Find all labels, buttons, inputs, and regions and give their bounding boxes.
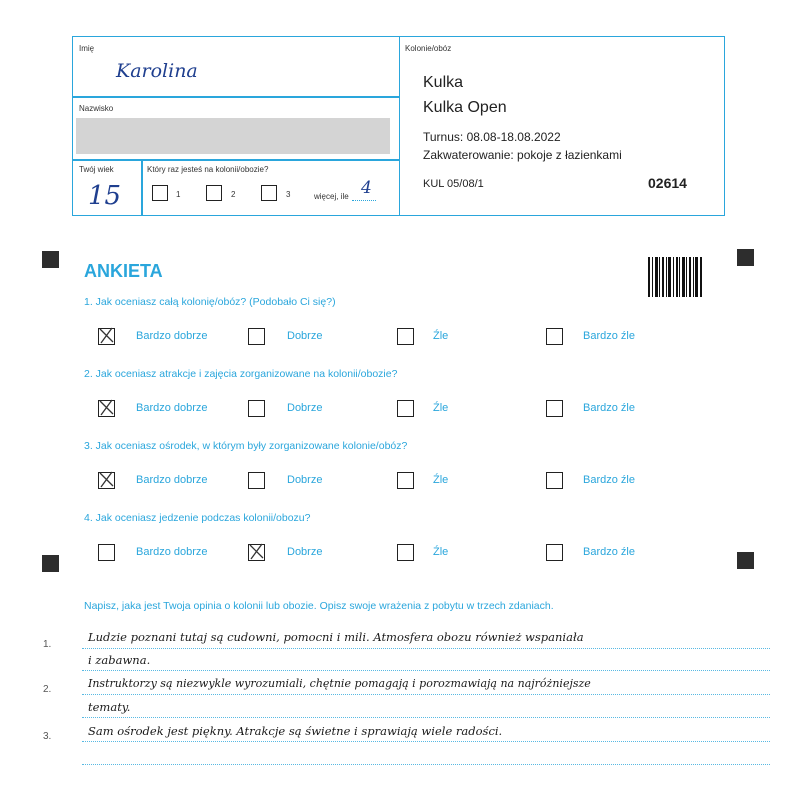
question-4-checkbox-1[interactable]: [98, 544, 115, 561]
visit-more-label: więcej, ile: [314, 192, 349, 201]
visit-option-3: 3: [286, 190, 291, 199]
last-name-redacted: [76, 118, 390, 154]
opinion-prompt: Napisz, jaka jest Twoja opinia o kolonii lub obozie. Opisz swoje wrażenia z pobytu w trzech zdaniach.: [84, 600, 554, 612]
visit-more-value[interactable]: 4: [361, 178, 372, 198]
question-2-option-1-label: Bardzo dobrze: [136, 402, 208, 414]
question-3-text: 3. Jak oceniasz ośrodek, w którym były zorganizowane kolonie/obóz?: [84, 440, 408, 452]
question-2-option-2-label: Dobrze: [287, 402, 323, 414]
question-4-option-2-label: Dobrze: [287, 546, 323, 558]
check-x-icon: [97, 326, 117, 346]
registration-mark-top-right: [737, 249, 754, 266]
question-3-option-3-label: Źle: [433, 474, 449, 486]
question-4-option-4-label: Bardzo źle: [583, 546, 635, 558]
question-4-option-3-label: Źle: [433, 546, 449, 558]
barcode: [648, 257, 702, 297]
opinion-line-6: [82, 764, 770, 765]
question-3-option-1-label: Bardzo dobrze: [136, 474, 208, 486]
question-2-checkbox-2[interactable]: [248, 400, 265, 417]
line-number-1: 1.: [43, 639, 52, 650]
question-3-checkbox-3[interactable]: [397, 472, 414, 489]
opinion-line-4: [82, 717, 770, 718]
opinion-text-5[interactable]: Sam ośrodek jest piękny. Atrakcje są świetne i sprawiają wiele radości.: [88, 724, 503, 738]
visit-more-line: [352, 200, 376, 201]
question-3-checkbox-1[interactable]: [98, 472, 115, 489]
question-1-checkbox-3[interactable]: [397, 328, 414, 345]
question-3-checkbox-4[interactable]: [546, 472, 563, 489]
question-4-option-1-label: Bardzo dobrze: [136, 546, 208, 558]
question-2-option-4-label: Bardzo źle: [583, 402, 635, 414]
question-3-option-2-label: Dobrze: [287, 474, 323, 486]
opinion-text-2[interactable]: i zabawna.: [88, 653, 151, 667]
question-1-checkbox-2[interactable]: [248, 328, 265, 345]
form-number: 02614: [648, 175, 687, 191]
visit-checkbox-1[interactable]: [152, 185, 168, 201]
camp-label: Kolonie/obóz: [405, 44, 452, 53]
question-2-checkbox-3[interactable]: [397, 400, 414, 417]
opinion-line-3: [82, 694, 770, 695]
line-number-2: 2.: [43, 684, 52, 695]
age-value[interactable]: 15: [88, 181, 122, 211]
question-1-checkbox-4[interactable]: [546, 328, 563, 345]
turnus: Turnus: 08.08-18.08.2022: [423, 130, 561, 144]
registration-mark-bottom-right: [737, 552, 754, 569]
header-divider-3: [141, 159, 143, 215]
question-1-option-1-label: Bardzo dobrze: [136, 330, 208, 342]
opinion-text-3[interactable]: Instruktorzy są niezwykle wyrozumiali, chętnie pomagają i porozmawiają na najróżniejsze: [88, 677, 591, 690]
visit-option-1: 1: [176, 190, 181, 199]
last-name-label: Nazwisko: [79, 104, 114, 113]
opinion-line-1: [82, 648, 770, 649]
camp-name: Kulka: [423, 74, 464, 91]
line-number-3: 3.: [43, 731, 52, 742]
question-1-option-2-label: Dobrze: [287, 330, 323, 342]
check-x-icon: [97, 470, 117, 490]
first-name-value[interactable]: Karolina: [116, 60, 198, 82]
visit-checkbox-3[interactable]: [261, 185, 277, 201]
survey-title: ANKIETA: [84, 261, 163, 281]
check-x-icon: [247, 542, 267, 562]
camp-code: KUL 05/08/1: [423, 178, 484, 190]
question-4-checkbox-2[interactable]: [248, 544, 265, 561]
header-divider-2: [72, 159, 399, 161]
opinion-line-2: [82, 670, 770, 671]
camp-program: Kulka Open: [423, 99, 507, 116]
header-divider-1: [72, 96, 399, 98]
visit-label: Który raz jesteś na kolonii/obozie?: [147, 165, 269, 174]
age-label: Twój wiek: [79, 165, 114, 174]
question-1-text: 1. Jak oceniasz całą kolonię/obóz? (Podobało Ci się?): [84, 296, 336, 308]
opinion-text-4[interactable]: tematy.: [88, 700, 131, 714]
question-1-option-3-label: Źle: [433, 330, 449, 342]
accommodation: Zakwaterowanie: pokoje z łazienkami: [423, 148, 622, 162]
question-2-option-3-label: Źle: [433, 402, 449, 414]
opinion-text-1[interactable]: Ludzie poznani tutaj są cudowni, pomocni i mili. Atmosfera obozu również wspaniała: [88, 630, 584, 644]
question-2-checkbox-1[interactable]: [98, 400, 115, 417]
question-3-checkbox-2[interactable]: [248, 472, 265, 489]
question-1-option-4-label: Bardzo źle: [583, 330, 635, 342]
visit-checkbox-2[interactable]: [206, 185, 222, 201]
registration-mark-bottom-left: [42, 555, 59, 572]
registration-mark-top-left: [42, 251, 59, 268]
first-name-label: Imię: [79, 44, 95, 53]
opinion-line-5: [82, 741, 770, 742]
check-x-icon: [97, 398, 117, 418]
question-4-checkbox-4[interactable]: [546, 544, 563, 561]
question-4-checkbox-3[interactable]: [397, 544, 414, 561]
question-4-text: 4. Jak oceniasz jedzenie podczas kolonii/obozu?: [84, 512, 311, 524]
question-3-option-4-label: Bardzo źle: [583, 474, 635, 486]
question-1-checkbox-1[interactable]: [98, 328, 115, 345]
question-2-text: 2. Jak oceniasz atrakcje i zajęcia zorganizowane na kolonii/obozie?: [84, 368, 398, 380]
visit-option-2: 2: [231, 190, 236, 199]
question-2-checkbox-4[interactable]: [546, 400, 563, 417]
